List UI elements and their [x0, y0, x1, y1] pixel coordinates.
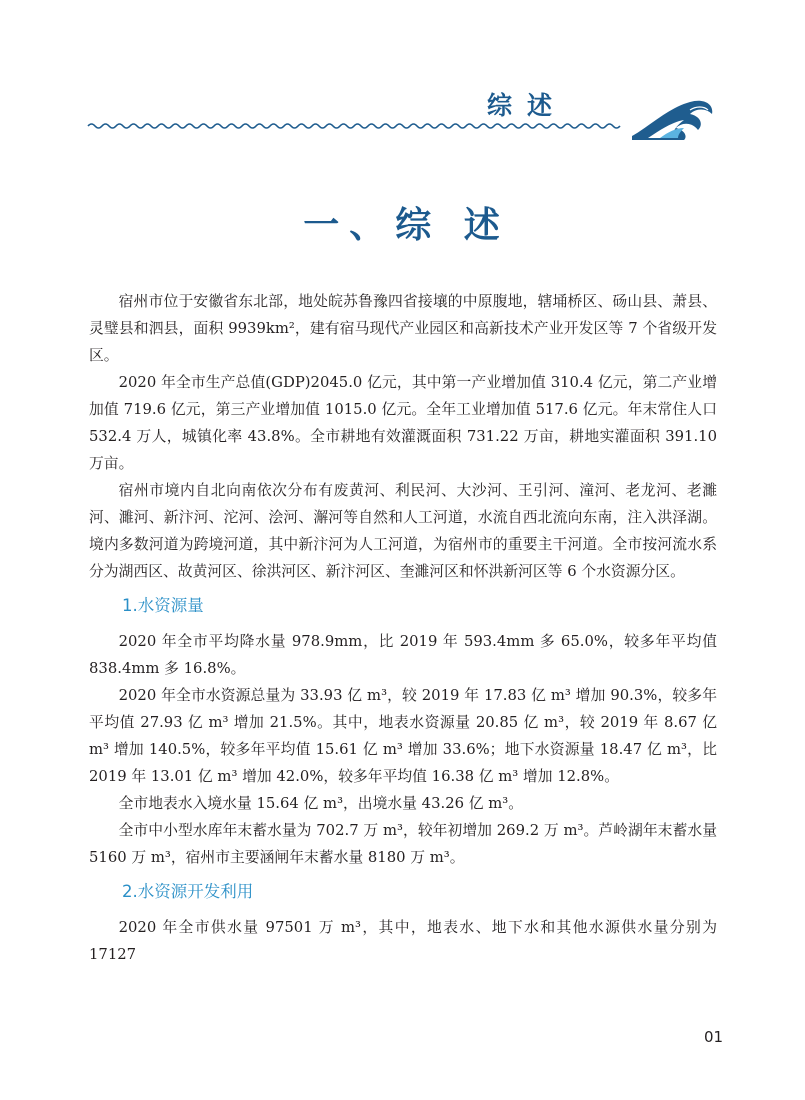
section1-paragraph: 2020 年全市平均降水量 978.9mm，比 2019 年 593.4mm 多 65.0%，较多年平均值 838.4mm 多 16.8%。	[89, 633, 717, 677]
page-title: 一、综 述	[303, 205, 510, 246]
intro-paragraph: 宿州市位于安徽省东北部，地处皖苏鲁豫四省接壤的中原腹地，辖埇桥区、砀山县、萧县、灵璧县和泗县，面积 9939km²，建有宿马现代产业园区和高新技术产业开发区等 7 个省级开发区。	[89, 293, 717, 364]
header-section-title: 综述	[487, 91, 568, 120]
wavy-rule	[88, 124, 620, 128]
section1-paragraph: 全市地表水入境水量 15.64 亿 m³，出境水量 43.26 亿 m³。	[118, 795, 524, 812]
intro-paragraph: 2020 年全市生产总值(GDP)2045.0 亿元，其中第一产业增加值 310.4 亿元，第二产业增加值 719.6 亿元，第三产业增加值 1015.0 亿元。全年工业增加值 517.6 亿元。年末常住人口 532.4 万人，城镇化率 43.8%。全市耕地有效灌溉面积 731.22 万亩，耕地实灌面积 391.10 万亩。	[89, 374, 717, 472]
section1-paragraph: 全市中小型水库年末蓄水量为 702.7 万 m³，较年初增加 269.2 万 m³。芦岭湖年末蓄水量 5160 万 m³，宿州市主要涵闸年末蓄水量 8180 万 m³。	[89, 822, 717, 866]
section2-paragraph: 2020 年全市供水量 97501 万 m³，其中，地表水、地下水和其他水源供水量分别为 17127	[89, 919, 717, 963]
document-body	[89, 288, 717, 968]
header-wave-decoration	[0, 96, 805, 146]
section-heading-water-resources: 1.水资源量	[122, 596, 204, 615]
intro-paragraph: 宿州市境内自北向南依次分布有废黄河、利民河、大沙河、王引河、潼河、老龙河、老濉河、濉河、新汴河、沱河、浍河、澥河等自然和人工河道，水流自西北流向东南，注入洪泽湖。境内多数河道为跨境河道，其中新汴河为人工河道，为宿州市的重要主干河道。全市按河流水系分为湖西区、故黄河区、徐洪河区、新汴河区、奎濉河区和怀洪新河区等 6 个水资源分区。	[89, 482, 717, 580]
page-number: 01	[704, 1028, 724, 1046]
wave-icon	[632, 101, 712, 140]
section-heading-water-development: 2.水资源开发利用	[122, 882, 254, 901]
section1-paragraph: 2020 年全市水资源总量为 33.93 亿 m³，较 2019 年 17.83 亿 m³ 增加 90.3%，较多年平均值 27.93 亿 m³ 增加 21.5%。其中，地表水资源量 20.85 亿 m³，较 2019 年 8.67 亿 m³ 增加 140.5%，较多年平均值 15.61 亿 m³ 增加 33.6%；地下水资源量 18.47 亿 m³，比 2019 年 13.01 亿 m³ 增加 42.0%，较多年平均值 16.38 亿 m³ 增加 12.8%。	[89, 687, 717, 785]
